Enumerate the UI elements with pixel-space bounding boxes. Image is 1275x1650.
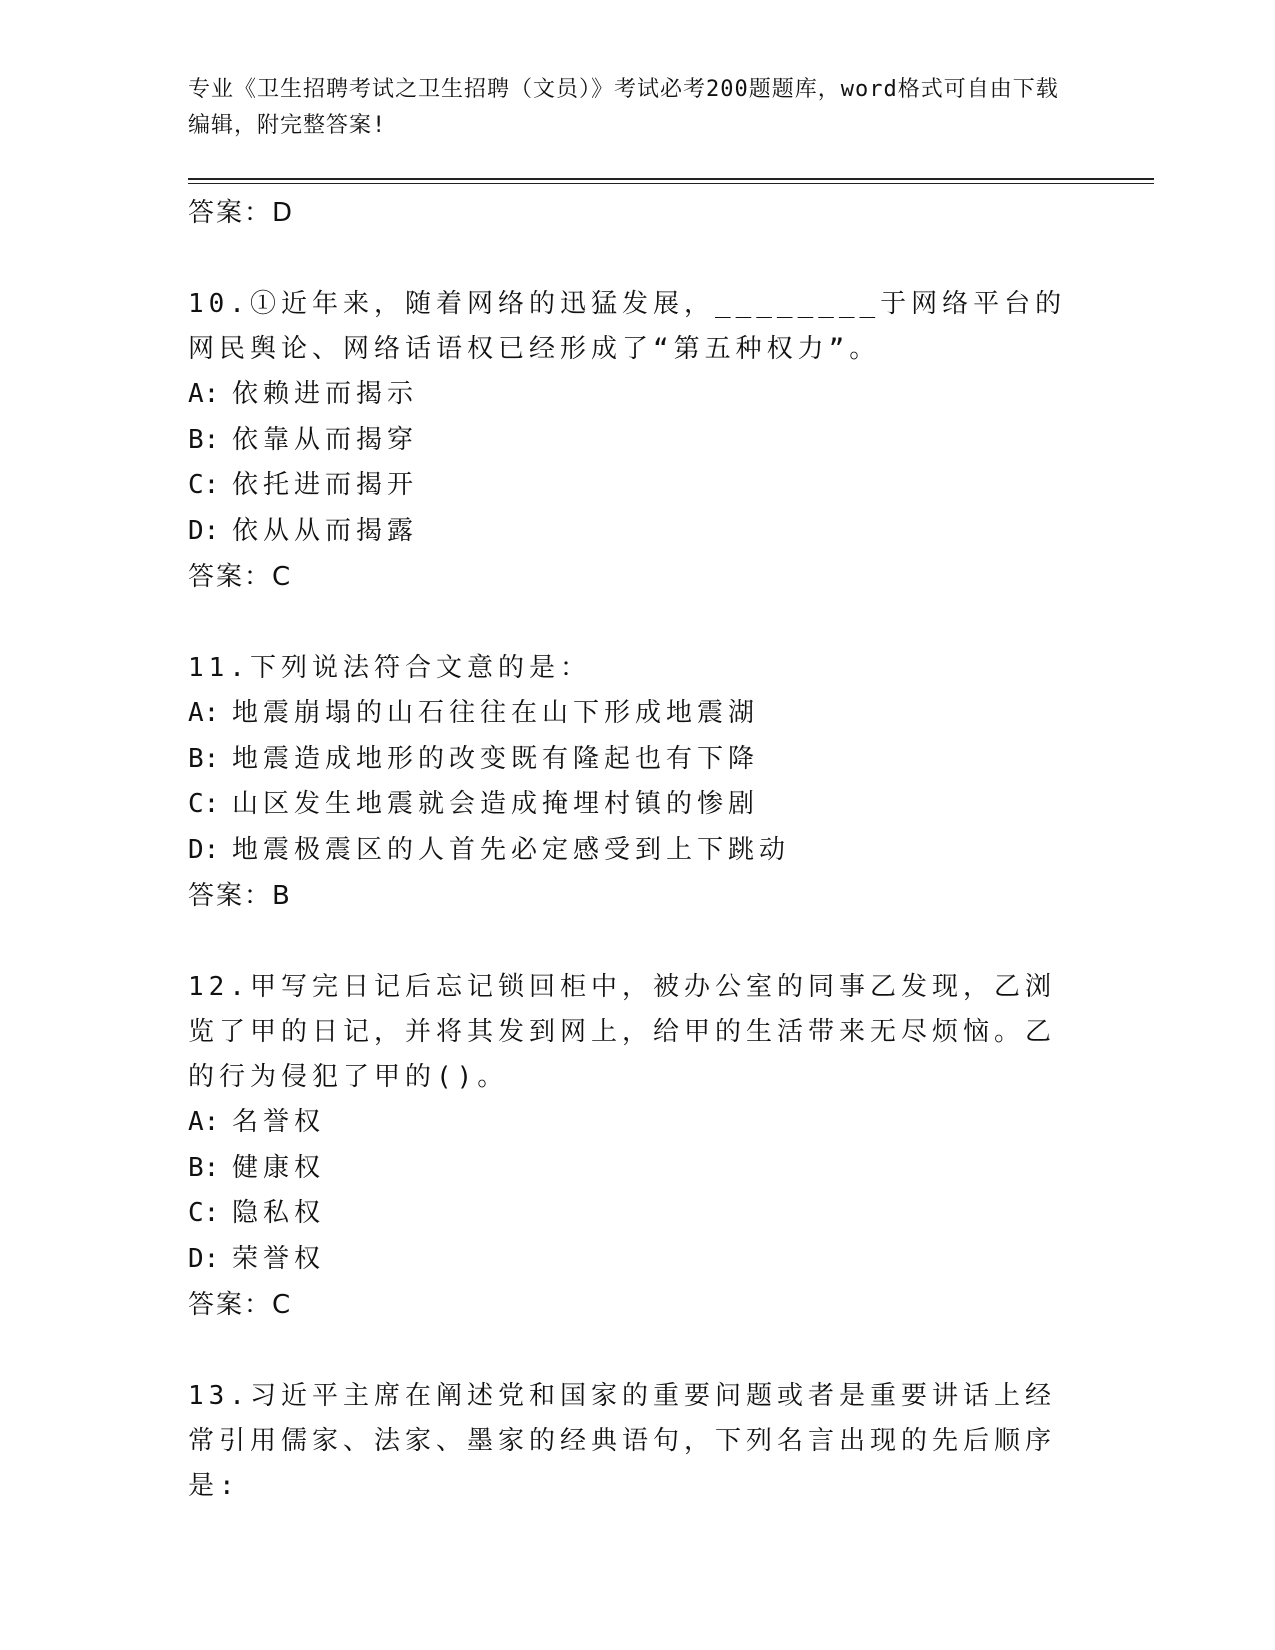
option-text: 依从从而揭露: [232, 515, 419, 546]
option-key: A:: [188, 698, 220, 728]
question-stem: 13.习近平主席在阐述党和国家的重要问题或者是重要讲话上经常引用儒家、法家、墨家的经典语句，下列名言出现的先后顺序是:: [188, 1381, 1057, 1501]
option-text: 地震崩塌的山石往往在山下形成地震湖: [232, 698, 760, 728]
option-c: [188, 782, 1088, 828]
option-c: [188, 1191, 1088, 1237]
document-header: 专业《卫生招聘考试之卫生招聘（文员）》考试必考200题题库，word格式可自由下载编辑，附完整答案!: [188, 77, 1059, 138]
question-item: [188, 1374, 1088, 1509]
option-a: [188, 372, 1088, 418]
question-list: [188, 190, 1088, 1509]
option-text: 地震极震区的人首先必定感受到上下跳动: [232, 834, 791, 865]
option-key: D:: [188, 1243, 220, 1274]
answer-line: [188, 873, 1088, 919]
answer-line: [188, 190, 1088, 236]
option-text: 隐私权: [232, 1198, 326, 1228]
option-key: D:: [188, 834, 220, 865]
question-item: [188, 965, 1088, 1328]
answer-value: C: [272, 1290, 291, 1320]
question-stem: 10.①近年来，随着网络的迅猛发展，________于网络平台的网民舆论、网络话语权已经形成了“第五种权力”。: [188, 289, 1067, 364]
question-stem: 11.下列说法符合文意的是：: [188, 653, 591, 683]
option-key: C:: [188, 1198, 220, 1228]
option-text: 依托进而揭开: [232, 470, 419, 500]
option-text: 依赖进而揭示: [232, 379, 419, 409]
option-key: B:: [188, 424, 220, 455]
option-key: A:: [188, 379, 220, 409]
answer-label: 答案：: [188, 1290, 273, 1320]
option-b: [188, 737, 1088, 783]
option-key: C:: [188, 789, 220, 819]
answer-line: [188, 554, 1088, 600]
answer-label: 答案：: [188, 198, 273, 228]
option-a: [188, 1100, 1088, 1146]
option-b: [188, 418, 1088, 464]
answer-value: D: [272, 198, 293, 228]
answer-value: C: [272, 562, 291, 592]
answer-label: 答案：: [188, 881, 273, 911]
option-b: [188, 1146, 1088, 1192]
option-text: 依靠从而揭穿: [232, 424, 419, 455]
header-divider-thin: [188, 183, 1154, 184]
option-key: A:: [188, 1107, 220, 1137]
option-d: [188, 1237, 1088, 1283]
option-key: B:: [188, 743, 220, 774]
option-text: 地震造成地形的改变既有隆起也有下降: [232, 743, 760, 774]
question-item: [188, 646, 1088, 919]
answer-line: [188, 1282, 1088, 1328]
option-text: 名誉权: [232, 1107, 326, 1137]
option-d: [188, 509, 1088, 555]
option-d: [188, 828, 1088, 874]
header-divider: [188, 178, 1154, 180]
option-text: 荣誉权: [232, 1243, 326, 1274]
question-stem: 12.甲写完日记后忘记锁回柜中，被办公室的同事乙发现，乙浏览了甲的日记，并将其发到网上，给甲的生活带来无尽烦恼。乙的行为侵犯了甲的()。: [188, 972, 1057, 1092]
answer-value: B: [272, 881, 290, 911]
option-key: C:: [188, 470, 220, 500]
option-c: [188, 463, 1088, 509]
option-text: 山区发生地震就会造成掩埋村镇的惨剧: [232, 789, 760, 819]
option-key: B:: [188, 1152, 220, 1183]
option-a: [188, 691, 1088, 737]
answer-label: 答案：: [188, 562, 273, 592]
option-text: 健康权: [232, 1152, 326, 1183]
option-key: D:: [188, 515, 220, 546]
question-item: [188, 282, 1088, 600]
